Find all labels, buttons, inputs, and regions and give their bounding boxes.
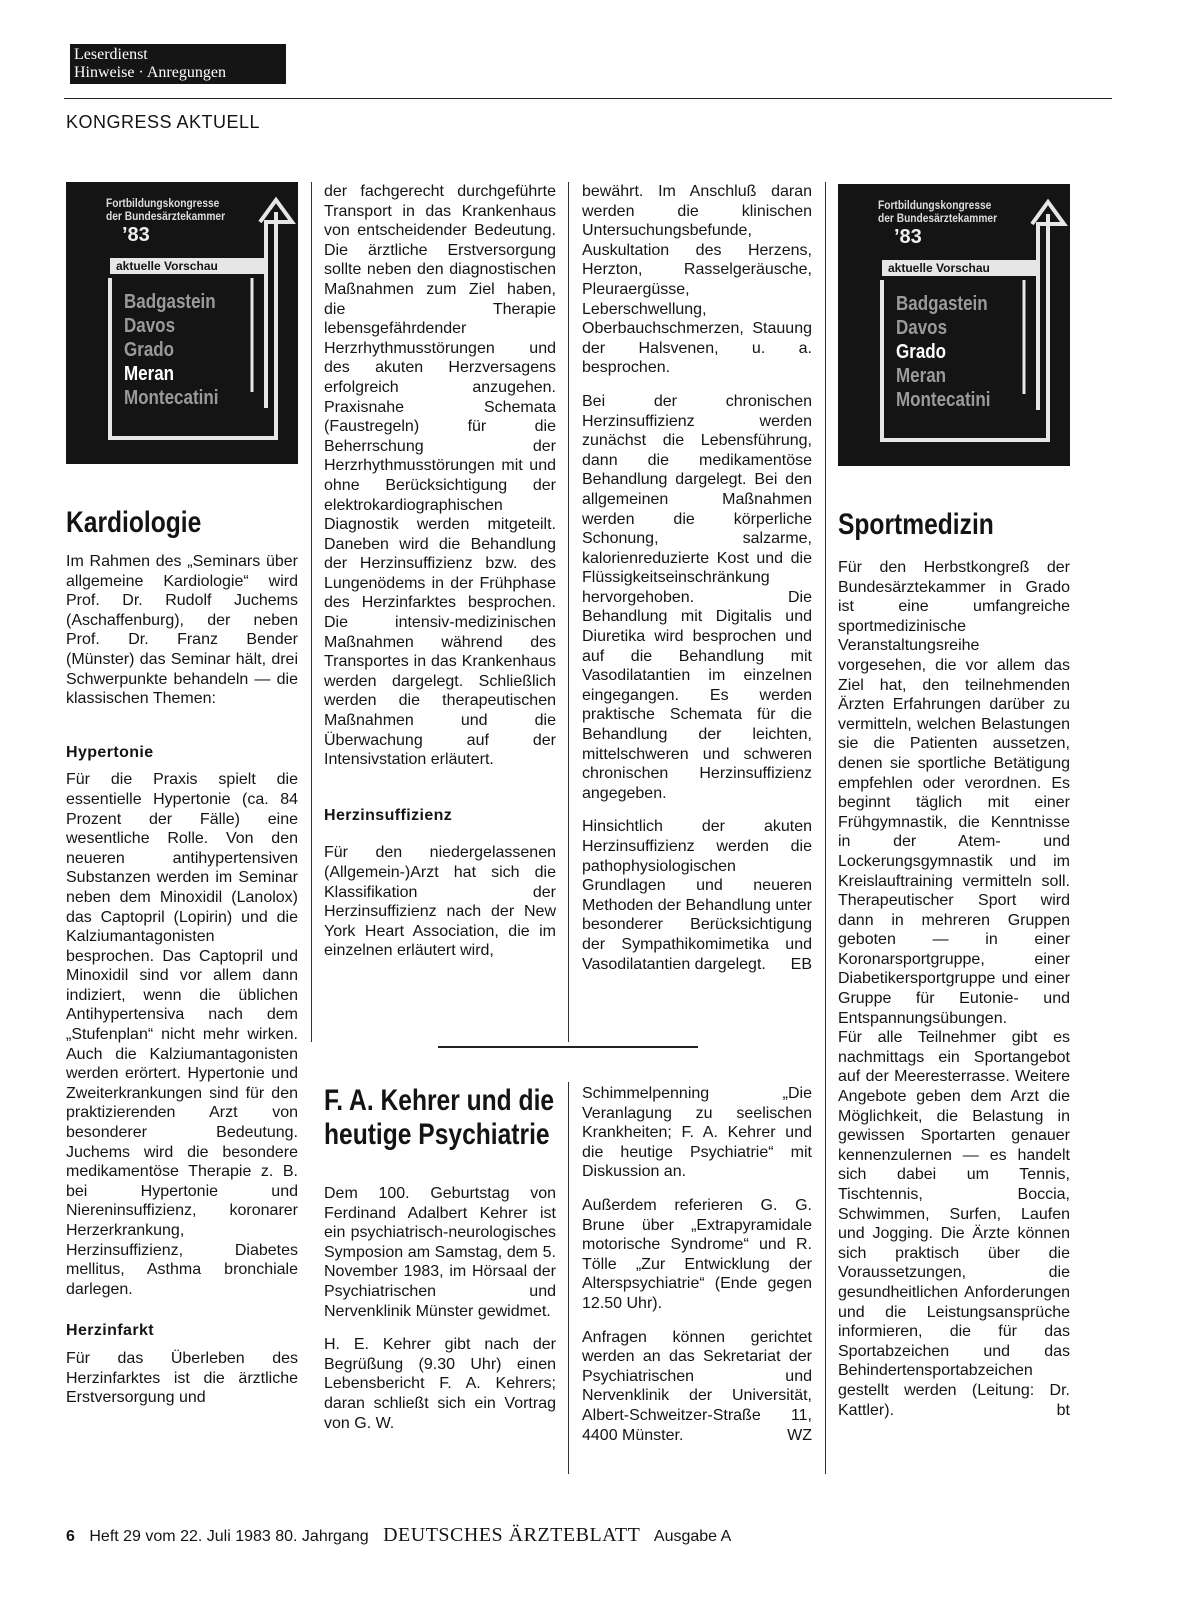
article-separator: [438, 1046, 698, 1048]
ad-cities: [896, 292, 1007, 412]
header-rule: [64, 98, 1112, 99]
paragraph: [582, 1328, 812, 1446]
paragraph: Für den Herbstkongreß der Bundesärztekammer in Grado ist eine umfangreiche sportmedizinische Veranstaltungsreihe vorgesehen, die vor allem das Ziel hat, den teilnehmenden Ärzten Erfahrungen darüber zu vermitteln, welchen Belastungen sie die Patienten aussetzen, denen sie sportliche Betätigung empfehlen oder verordnen. Es beginnt täglich mit einer Frühgymnastik, die Kenntnisse in der Atem- und Lockerungsgymnastik und im Kreislauftraining vermitteln soll. Therapeutischer Sport wird dann in mehreren Gruppen geboten — in einer Koronarsportgruppe, einer Diabetikersportgruppe und einer Gruppe für Eutonie- und Entspannungsübungen.: [838, 559, 1070, 1027]
paragraph: H. E. Kehrer gibt nach der Begrüßung (9.30 Uhr) einen Lebensbericht F. A. Kehrers; daran schließt sich ein Vortrag von G. W.: [324, 1336, 556, 1432]
ad-year: ’83: [894, 226, 922, 248]
signature: WZ: [787, 1426, 812, 1444]
section-label: KONGRESS AKTUELL: [66, 112, 261, 132]
subheading-herzinfarkt: Herzinfarkt: [66, 1322, 154, 1340]
ad-city: Meran: [896, 365, 947, 387]
paragraph-text: Hinsichtlich der akuten Herzinsuffizienz werden die pathophysiologischen Grundlagen und neueren Methoden der Behandlung unter besonderer Berücksichtigung der Sympathikomimetika und Vasodilatantien dargelegt.: [582, 818, 812, 973]
paragraph-text: Anfragen können gerichtet werden an das Sekretariat der Psychiatrischen und Nervenklinik der Universität, Albert-Schweitzer-Straße 11, 4400 Münster.: [582, 1328, 812, 1444]
column-rule: [568, 182, 569, 1042]
ad-line-1: Fortbildungskongresse: [106, 196, 220, 210]
issue-info: Heft 29 vom 22. Juli 1983 80. Jahrgang: [89, 1528, 369, 1545]
column-kehrer-1: [324, 1184, 556, 1447]
column-rule: [311, 182, 312, 1042]
column-3: [582, 182, 812, 988]
ad-city: Montecatini: [124, 387, 219, 409]
paragraph: bewährt. Im Anschluß daran werden die klinischen Untersuchungsbefunde, Auskultation des Herzens, Herzton, Rasselgeräusche, Pleuraergüsse, Leberschwellung, Oberbauchschmerzen, Stauung der Halsvenen, u. a. besprochen.: [582, 183, 812, 377]
section-tag: [70, 44, 286, 84]
paragraph: Für das Überleben des Herzinfarktes ist die ärztliche Erstversorgung und: [66, 1349, 298, 1407]
heading-line: F. A. Kehrer und die: [324, 1084, 555, 1117]
ad-city: Grado: [896, 341, 947, 363]
column-rule: [825, 182, 826, 1474]
page-number: 6: [66, 1528, 75, 1545]
ad-line-2: der Bundesärztekammer: [878, 211, 998, 225]
ad-year: ’83: [122, 224, 150, 246]
masthead: DEUTSCHES ÄRZTEBLATT: [383, 1524, 641, 1546]
heading-line: heutige Psychiatrie: [324, 1118, 550, 1151]
signature: bt: [1056, 1401, 1070, 1419]
paragraph: Außerdem referieren G. G. Brune über „Extrapyramidale motorische Syndrome“ und R. Tölle „Zur Entwicklung der Alterspsychiatrie“ (Ende gegen 12.50 Uhr).: [582, 1196, 812, 1312]
paragraph: Für die Praxis spielt die essentielle Hypertonie (ca. 84 Prozent der Fälle) eine wesentliche Rolle. Von den neueren antihypertensiven Substanzen werden im Seminar neben dem Minoxidil (Lanolox) das Captopril (Lopirin) und die Kalziumantagonisten besprochen. Das Captopril und Minoxidil sind vor allem dann indiziert, wenn die üblichen Antihypertensiva nach dem „Stufenplan“ nicht mehr wirken. Auch die Kalziumantagonisten werden erörtert. Hypertonie und Zweiterkrankungen sind für den praktizierenden Arzt von besonderer Bedeutung. Juchems wird die besondere medikamentöse Therapie z. B. bei Hypertonie und Niereninsuffizienz, koronarer Herzerkrankung, Herzinsuffizienz, Diabetes mellitus, Asthma bronchiale darlegen.: [66, 771, 298, 1298]
tag-line-1: Leserdienst: [74, 46, 148, 63]
ad-city: Montecatini: [896, 389, 991, 411]
paragraph: Bei der chronischen Herzinsuffizienz werden zunächst die Lebensführung, dann die medikamentöse Behandlung dargelegt. Bei den allgemeinen Maßnahmen werden die körperliche Schonung, salzarme, kalorienreduzierte Kost und die Flüssigkeitseinschränkung hervorgehoben. Die Behandlung mit Digitalis und Diuretika wird besprochen und auf die Behandlung mit Vasodilatantien im einzelnen eingegangen. Es werden praktische Schemata für die Behandlung der leichten, mittelschweren und schweren chronischen Herzinsuffizienz angegeben.: [582, 392, 812, 802]
ad-city: Grado: [124, 339, 175, 361]
ad-city: Davos: [124, 315, 176, 337]
subheading-herzinsuffizienz: Herzinsuffizienz: [324, 806, 453, 824]
paragraph: [838, 1028, 1070, 1420]
paragraph: Im Rahmen des „Seminars über allgemeine Kardiologie“ wird Prof. Dr. Rudolf Juchems (Aschaffenburg), der neben Prof. Dr. Franz Bender (Münster) das Seminar hält, drei Schwerpunkte behandeln — die klassischen Themen:: [66, 553, 298, 708]
paragraph: [582, 817, 812, 974]
edition: Ausgabe A: [653, 1528, 732, 1545]
subheading-hypertonie: Hypertonie: [66, 743, 154, 761]
column-sportmedizin: [838, 558, 1070, 1434]
heading-sportmedizin: Sportmedizin: [838, 508, 994, 541]
ad-vorschau: aktuelle Vorschau: [882, 260, 1040, 276]
congress-ad-left: [66, 182, 298, 464]
ad-cities: [124, 290, 235, 410]
column-kehrer-2: [582, 1084, 812, 1459]
ad-city: Badgastein: [896, 293, 988, 315]
signature: EB: [790, 955, 812, 973]
ad-city: Davos: [896, 317, 948, 339]
heading-kehrer: [324, 1084, 554, 1152]
paragraph: der fachgerecht durchgeführte Transport in das Krankenhaus von entscheidender Bedeutung. Die ärztliche Erstversorgung sollte neben den diagnostischen Maßnahmen zum Ziel haben, die Therapie lebensgefährdender Herzrhythmusstörungen und des akuten Herzversagens erfolgreich anzugehen. Praxisnahe Schemata (Faustregeln) für die Beherrschung der Herzrhythmusstörungen mit und ohne Berücksichtigung der elektrokardiographischen Diagnostik werden mitgeteilt. Daneben wird die Behandlung der Herzinsuffizienz bzw. des Lungenödems in der Frühphase des Herzinfarktes besprochen. Die intensiv-medizinischen Maßnahmen während des Transportes in das Krankenhaus werden dargelegt. Schließlich werden die therapeutischen Maßnahmen und die Überwachung auf der Intensivstation erläutert.: [324, 183, 556, 769]
tag-line-2: Hinweise · Anregungen: [74, 64, 226, 81]
heading-kardiologie: Kardiologie: [66, 506, 202, 539]
congress-ad-right: [838, 184, 1070, 466]
column-2: [324, 182, 556, 975]
column-kardiologie: [66, 552, 298, 1422]
column-rule: [568, 1082, 569, 1474]
ad-vorschau: aktuelle Vorschau: [110, 258, 268, 274]
ad-line-2: der Bundesärztekammer: [106, 209, 226, 223]
ad-city: Badgastein: [124, 291, 216, 313]
paragraph: Schimmelpenning „Die Veranlagung zu seelischen Krankheiten; F. A. Kehrer und die heutige Psychiatrie“ mit Diskussion an.: [582, 1085, 812, 1181]
paragraph-text: Für alle Teilnehmer gibt es nachmittags ein Sportangebot auf der Meeresterrasse. Weitere Angebote geben dem Arzt die Möglichkeit, die Belastung in gewissen Sportarten genauer kennenzulernen — es handelt sich dabei um Tennis, Tischtennis, Boccia, Schwimmen, Surfen, Laufen und Jogging. Die Ärzte können sich praktisch über die Voraussetzungen, die gesundheitlichen Anforderungen und die Leistungsansprüche informieren, die für das Sportabzeichen und das Behindertensportabzeichen gestellt werden (Leitung: Dr. Kattler).: [838, 1029, 1070, 1419]
ad-line-1: Fortbildungskongresse: [878, 198, 992, 212]
paragraph: Für den niedergelassenen (Allgemein-)Arzt hat sich die Klassifikation der Herzinsuffizienz nach der New York Heart Association, die im einzelnen erläutert wird,: [324, 844, 556, 960]
ad-city: Meran: [124, 363, 175, 385]
page-footer: [66, 1524, 731, 1547]
paragraph: Dem 100. Geburtstag von Ferdinand Adalbert Kehrer ist ein psychiatrisch-neurologisches Symposion am Samstag, dem 5. November 1983, im Hörsaal der Psychiatrischen und Nervenklinik Münster gewidmet.: [324, 1185, 556, 1320]
